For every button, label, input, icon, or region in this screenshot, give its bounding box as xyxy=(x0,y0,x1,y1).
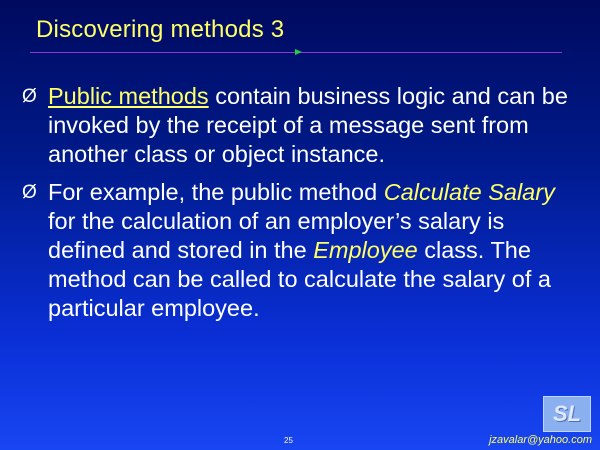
divider-marker-icon xyxy=(295,49,302,55)
method-name-italic: Calculate Salary xyxy=(383,179,555,205)
bullet-text-part-2: for the calculation of an employer’s salary is defined and stored in the xyxy=(48,208,505,263)
author-email: jzavalar@yahoo.com xyxy=(489,434,592,446)
page-number: 25 xyxy=(284,436,293,445)
class-name-italic: Employee xyxy=(313,237,418,263)
bullet-public-methods xyxy=(22,82,582,169)
arrow-bullet-icon: Ø xyxy=(22,86,37,107)
logo-text: SL xyxy=(552,401,582,426)
arrow-bullet-icon: Ø xyxy=(22,182,37,203)
public-methods-link[interactable]: Public methods xyxy=(48,83,209,109)
bullet-text xyxy=(48,178,582,323)
bullet-example xyxy=(22,178,582,323)
bullet-text-part-3: class. The method can be called to calculate the salary of a particular employee. xyxy=(48,237,551,321)
bullet-text-rest: contain business logic and can be invoked by the receipt of a message sent from another class or object instance. xyxy=(48,83,568,167)
bullet-text-part-1: For example, the public method xyxy=(48,179,384,205)
slide-title: Discovering methods 3 xyxy=(36,16,285,43)
bullet-text xyxy=(48,82,582,169)
logo-icon xyxy=(543,396,591,432)
